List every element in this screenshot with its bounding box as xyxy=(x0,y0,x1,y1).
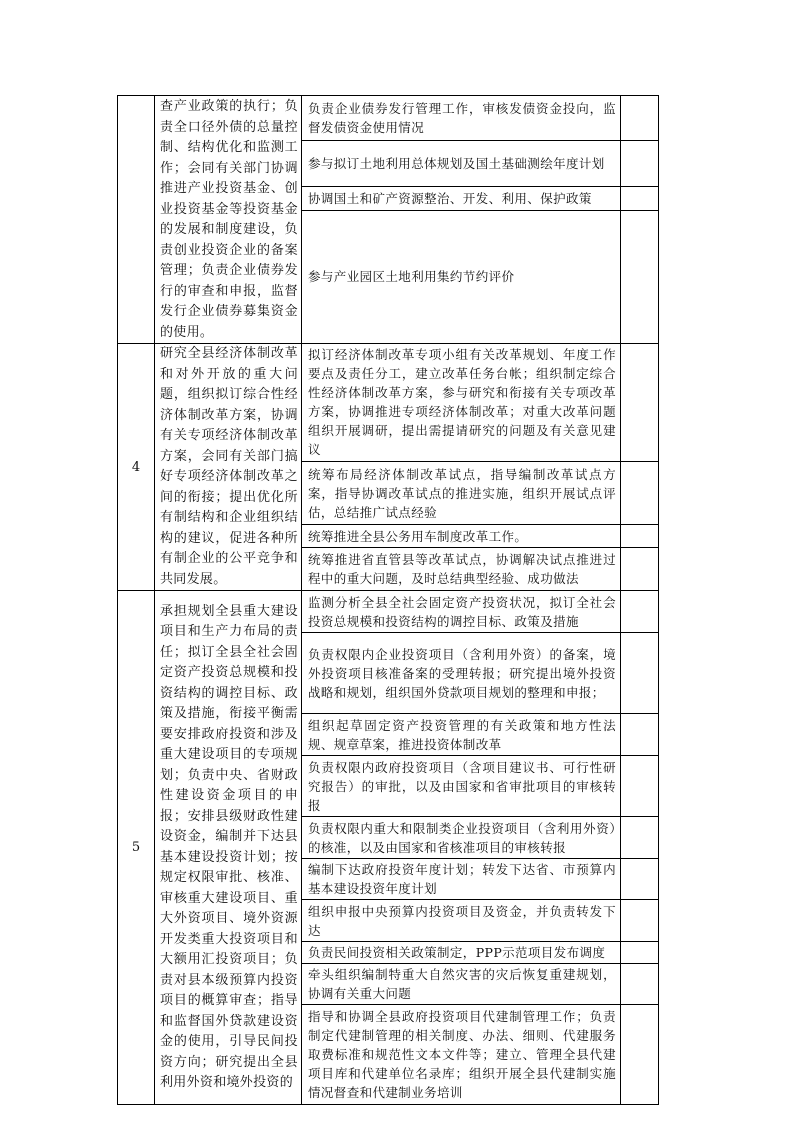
task-item: 负责权限内政府投资项目（含项目建议书、可行性研究报告）的审批，以及由国家和省审批项目的审核转报 xyxy=(302,756,621,817)
empty-cell xyxy=(621,714,659,756)
task-item: 协调国土和矿产资源整治、开发、利用、保护政策 xyxy=(302,186,621,210)
empty-cell xyxy=(621,900,659,942)
empty-cell xyxy=(621,964,659,1005)
empty-cell xyxy=(621,942,659,964)
empty-cell xyxy=(621,817,659,859)
task-item: 负责权限内企业投资项目（含利用外资）的备案，境外投资项目核准备案的受理转报；研究提出境外投资战略和规划，组织国外贷款项目规划的整理和申报； xyxy=(302,633,621,714)
task-item: 负责权限内重大和限制类企业投资项目（含利用外资）的核准，以及由国家和省核准项目的审核转报 xyxy=(302,817,621,859)
empty-cell xyxy=(621,1005,659,1105)
task-item: 负责企业债券发行管理工作，审核发债资金投向，监督发债资金使用情况 xyxy=(302,96,621,141)
row-number xyxy=(118,96,155,344)
task-item: 组织申报中央预算内投资项目及资金，并负责转发下达 xyxy=(302,900,621,942)
empty-cell xyxy=(621,633,659,714)
duty-description: 承担规划全县重大建设项目和生产力布局的责任；拟订全县全社会固定资产投资总规模和投资结构的调控目标、政策及措施，衔接平衡需要安排政府投资和涉及重大建设项目的专项规划；负责中央、省财政性建设资金项目的申报；安排县级财政性建设资金，编制并下达县基本建设投资计划；按规定权限审批、核准、审核重大建设项目、重大外资项目、境外资源开发类重大投资项目和大额用汇投资项目；负责对县本级预算内投资项目的概算审查；指导和监督国外贷款建设资金的使用，引导民间投资方向；研究提出全县利用外资和境外投资的 xyxy=(155,591,302,1105)
row-number: 5 xyxy=(118,591,155,1105)
empty-cell xyxy=(621,756,659,817)
task-item: 组织起草固定资产投资管理的有关政策和地方性法规、规章草案，推进投资体制改革 xyxy=(302,714,621,756)
task-item: 监测分析全县全社会固定资产投资状况，拟订全社会投资总规模和投资结构的调控目标、政策及措施 xyxy=(302,591,621,633)
empty-cell xyxy=(621,141,659,186)
task-item: 统筹推进全县公务用车制度改革工作。 xyxy=(302,525,621,548)
empty-cell xyxy=(621,96,659,141)
empty-cell xyxy=(621,859,659,900)
duty-description: 查产业政策的执行；负责全口径外债的总量控制、结构优化和监测工作；会同有关部门协调推进产业投资基金、创业投资基金等投资基金的发展和制度建设，负责创业投资企业的备案管理；负责企业债券发行的审查和申报，监督发行企业债券募集资金的使用。 xyxy=(155,96,302,344)
task-item: 统筹布局经济体制改革试点，指导编制改革试点方案，指导协调改革试点的推进实施，组织开展试点评估，总结推广试点经验 xyxy=(302,461,621,525)
empty-cell xyxy=(621,344,659,462)
task-item: 统筹推进省直管县等改革试点，协调解决试点推进过程中的重大问题，及时总结典型经验、成功做法 xyxy=(302,547,621,590)
task-item: 参与产业园区土地利用集约节约评价 xyxy=(302,210,621,343)
responsibility-table xyxy=(117,95,659,1105)
empty-cell xyxy=(621,547,659,590)
duty-description: 研究全县经济体制改革和对外开放的重大问题，组织拟订综合性经济体制改革方案，协调有关专项经济体制改革方案，会同有关部门搞好专项经济体制改革之间的衔接；提出优化所有制结构和企业组织结构的建议，促进各种所有制企业的公平竞争和共同发展。 xyxy=(155,344,302,591)
task-item: 指导和协调全县政府投资项目代建制管理工作；负责制定代建制管理的相关制度、办法、细则、代建服务取费标准和规范性文本文件等；建立、管理全县代建项目库和代建单位名录库；组织开展全县代建制实施情况督查和代建制业务培训 xyxy=(302,1005,621,1105)
task-item: 编制下达政府投资年度计划；转发下达省、市预算内基本建设投资年度计划 xyxy=(302,859,621,900)
row-number: 4 xyxy=(118,344,155,591)
task-item: 牵头组织编制特重大自然灾害的灾后恢复重建规划，协调有关重大问题 xyxy=(302,964,621,1005)
task-item: 拟订经济体制改革专项小组有关改革规划、年度工作要点及责任分工，建立改革任务台帐；组织制定综合性经济体制改革方案，参与研究和衔接有关专项改革方案，协调推进专项经济体制改革；对重大改革问题组织开展调研，提出需提请研究的问题及有关意见建议 xyxy=(302,344,621,462)
task-item: 负责民间投资相关政策制定，PPP示范项目发布调度 xyxy=(302,942,621,964)
task-item: 参与拟订土地利用总体规划及国土基础测绘年度计划 xyxy=(302,141,621,186)
empty-cell xyxy=(621,591,659,633)
empty-cell xyxy=(621,186,659,210)
empty-cell xyxy=(621,210,659,343)
empty-cell xyxy=(621,525,659,548)
empty-cell xyxy=(621,461,659,525)
